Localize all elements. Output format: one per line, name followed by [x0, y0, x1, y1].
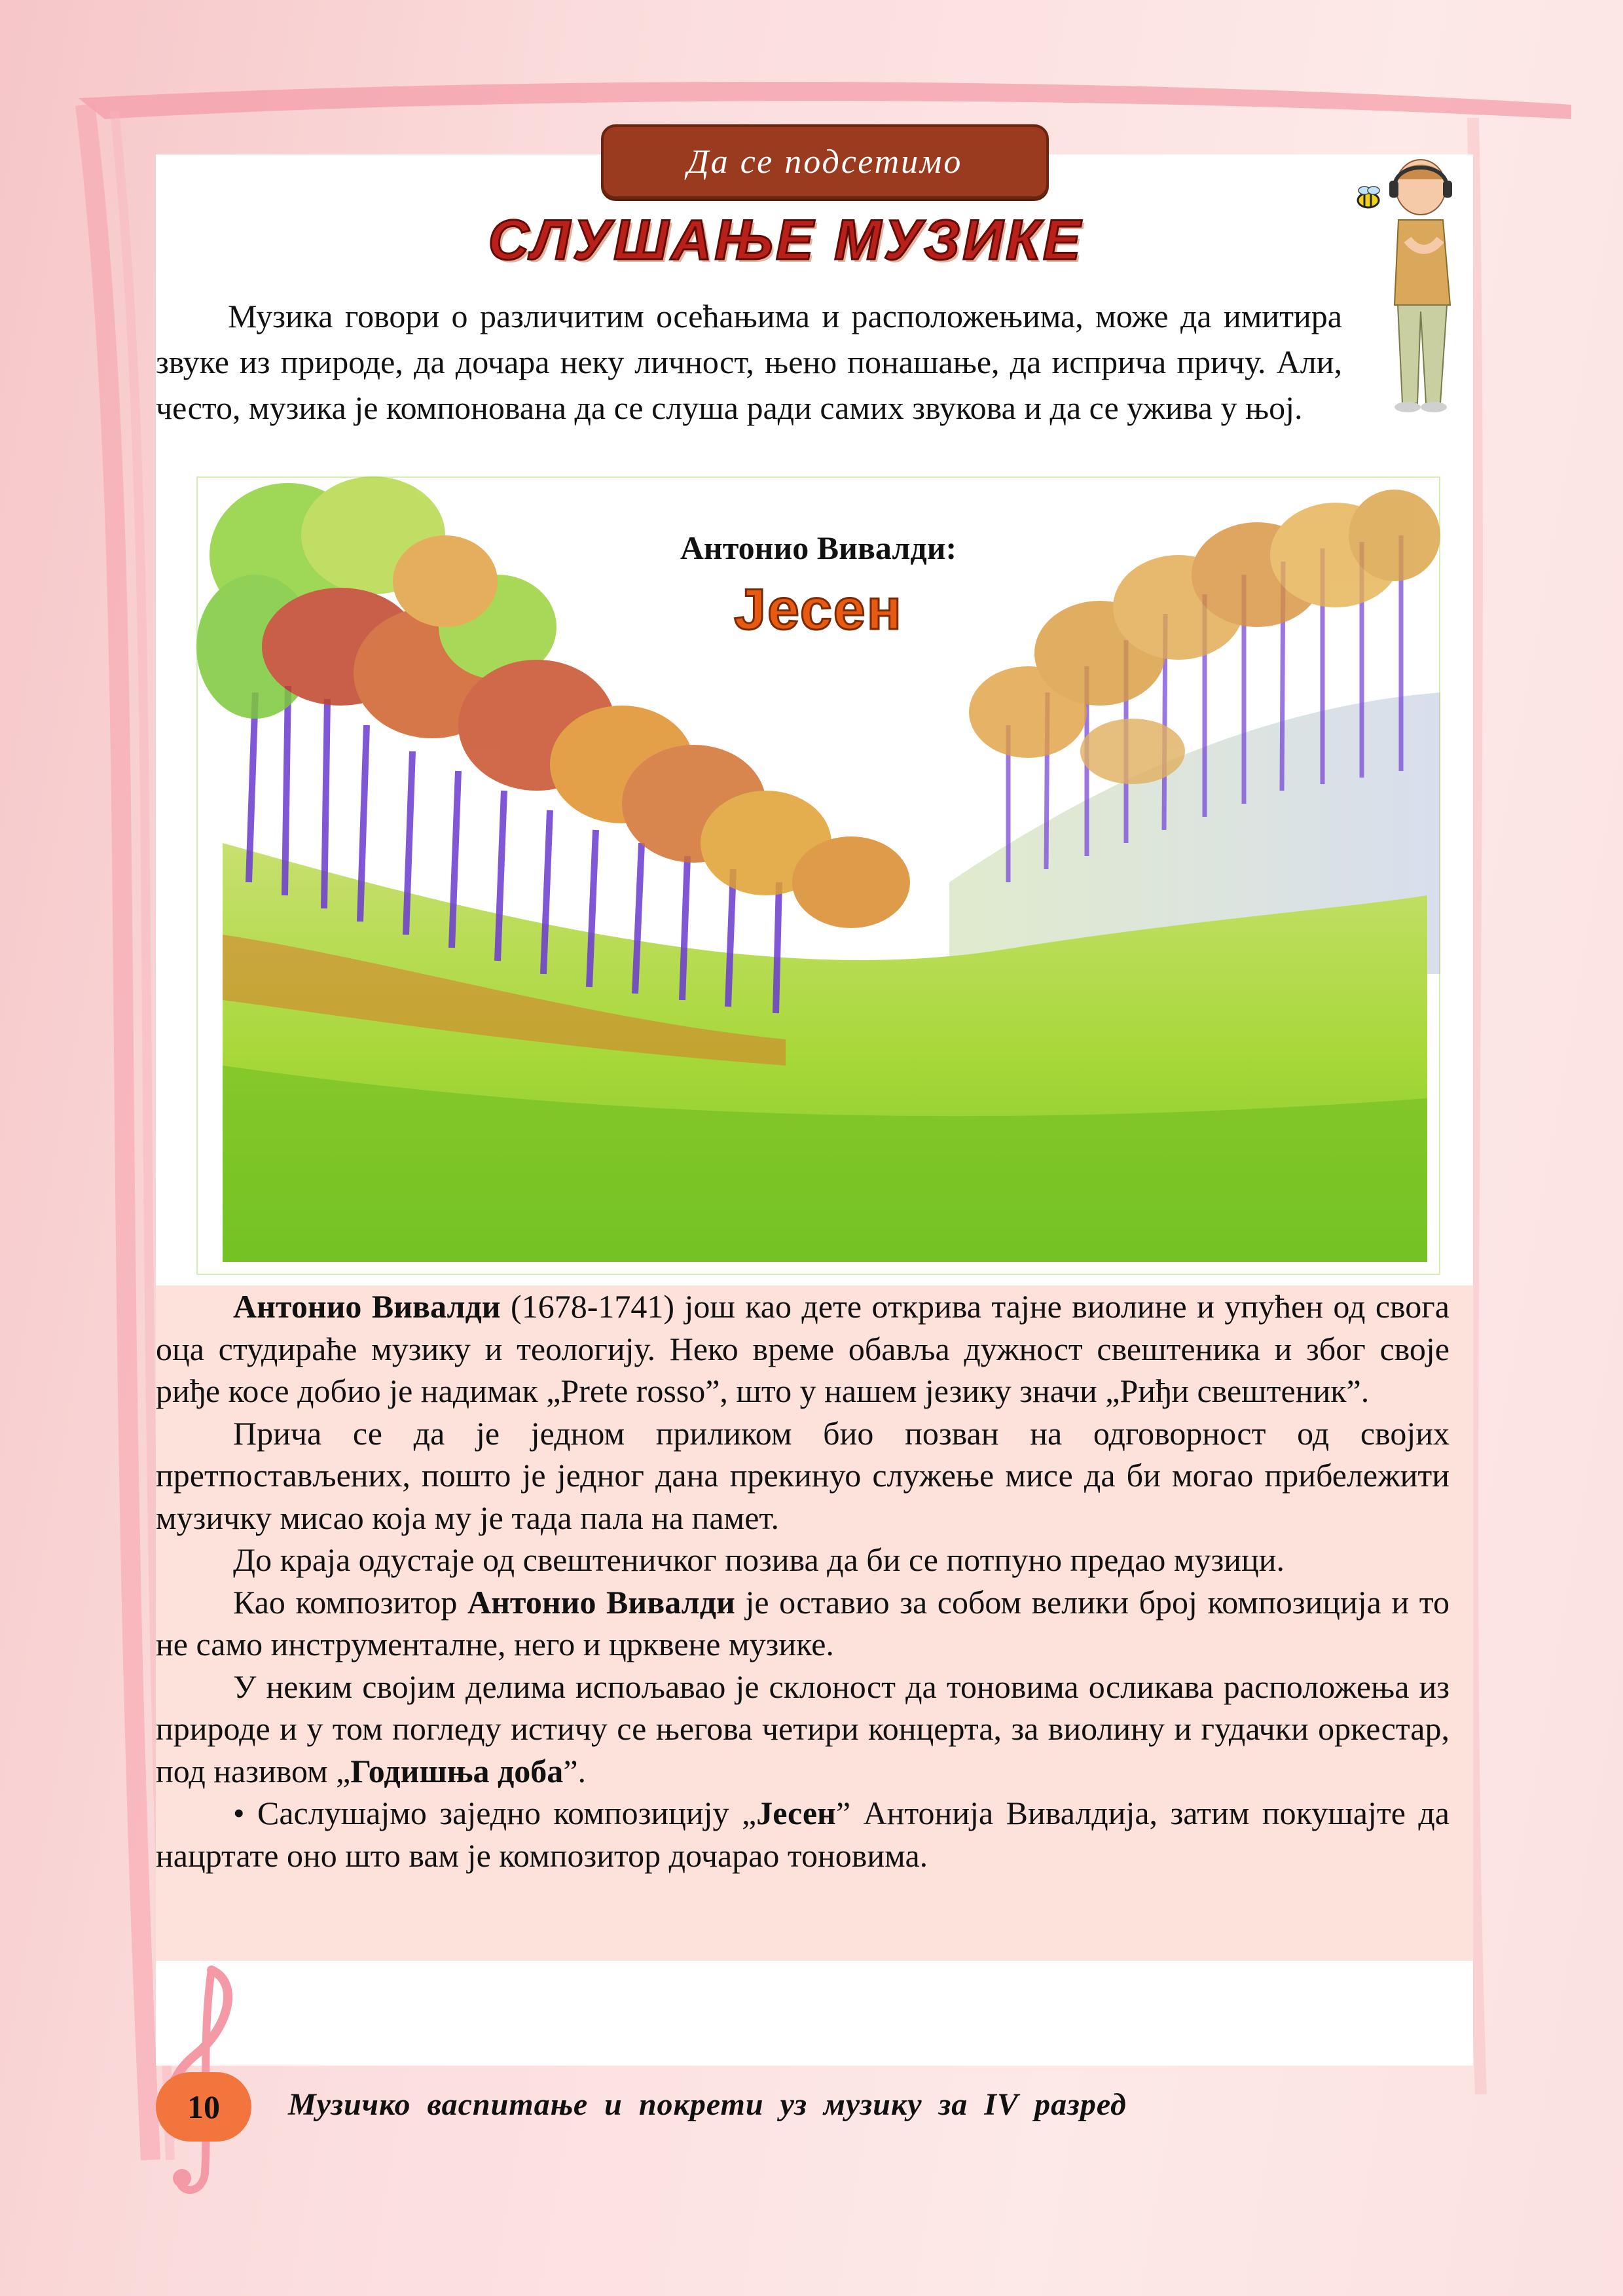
biography-text [156, 1285, 1450, 1876]
boy-with-headphones-illustration [1342, 154, 1493, 416]
composer-caption: Антонио Вивалди: [680, 529, 957, 566]
bio-paragraph-5: У неким својим делима испољавао је склоност да тоновима осликава расположења из природе и у том погледу истичу се његова четири концерта, за виолину и гудачки оркестар, под називом „Годишња доба”. [156, 1668, 1450, 1789]
section-tag: Да се подсетимо [601, 124, 1049, 199]
bio-paragraph-4: Као композитор Антонио Вивалди је оставио за собом велики број композиција и то не само инструменталне, него и црквене музике. [156, 1583, 1450, 1662]
bio-paragraph-1: Антонио Вивалди (1678-1741) још као дете открива тајне виолине и упућен од свога оца студираће музику и теологију. Неко време обавља дужност свештеника и због своје риђе косе добио је надимак „Prete rosso”, што у нашем језику значи „Риђи свештеник”. [156, 1288, 1450, 1409]
bee-icon [1358, 187, 1379, 207]
book-title-footer: Музичко васпитање и покрети уз музику за IV разред [288, 2087, 1127, 2122]
bio-paragraph-6: • Саслушајмо заједно композицију „Јесен” Антонија Вивалдија, затим покушајте да нацртате оно што вам је композитор дочарао тоновима. [156, 1795, 1450, 1874]
intro-paragraph: Музика говори о различитим осећањима и расположењима, може да имитира звуке из природе, да дочара неку личност, њено понашање, да исприча причу. Али, често, музика је компонована да се слуша ради самих звукова и да се ужива у њој. [156, 298, 1342, 426]
bio-paragraph-2: Прича се да је једном приликом био позван на одговорност од својих претпостављених, пошто је једног дана прекинуо служење мисе да би могао прибележити музичку мисао која му је тада пала на памет. [156, 1414, 1450, 1536]
bio-paragraph-3: До краја одустаје од свештеничког позива да би се потпуно предао музици. [233, 1541, 1285, 1578]
page-title: СЛУШАЊЕ МУЗИКЕ [488, 209, 1084, 272]
page-number: 10 [156, 2072, 251, 2142]
piece-title: Јесен [734, 577, 903, 641]
